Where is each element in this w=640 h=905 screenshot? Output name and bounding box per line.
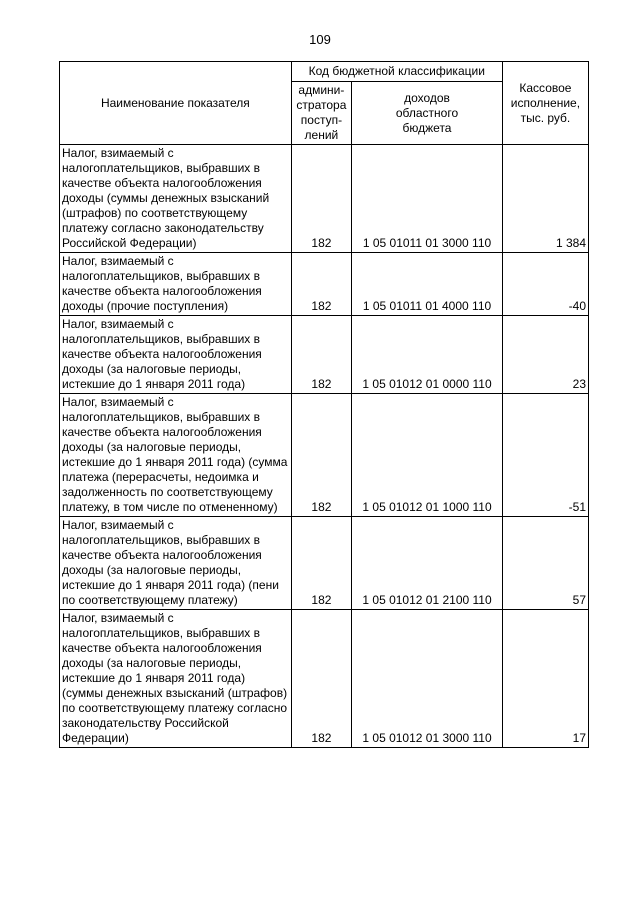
table-row <box>60 517 589 610</box>
row-name-cell: Налог, взимаемый с налогоплательщиков, выбравших в качестве объекта налогообложения доходы (за налоговые периоды, истекшие до 1 января 2011 года) <box>60 316 292 394</box>
header-admin: админи- стратора поступ- лений <box>291 82 351 145</box>
table-body <box>60 145 589 748</box>
row-income-code-cell: 1 05 01012 01 2100 110 <box>352 517 503 610</box>
page-number: 109 <box>309 32 331 47</box>
row-name-cell: Налог, взимаемый с налогоплательщиков, выбравших в качестве объекта налогообложения доходы (за налоговые периоды, истекшие до 1 января 2011 года) (суммы денежных взысканий (штрафов) по соответствующему платежу согласно законодательству Российской Федерации) <box>60 610 292 748</box>
row-admin-code-cell: 182 <box>291 394 351 517</box>
header-execution: Кассовое исполнение, тыс. руб. <box>502 62 588 145</box>
header-name: Наименование показателя <box>60 62 292 145</box>
row-admin-code-cell: 182 <box>291 253 351 316</box>
row-income-code-cell: 1 05 01011 01 4000 110 <box>352 253 503 316</box>
row-name-cell: Налог, взимаемый с налогоплательщиков, выбравших в качестве объекта налогообложения доходы (за налоговые периоды, истекшие до 1 января 2011 года) (сумма платежа (перерасчеты, недоимка и задолженность по соответствующему платежу, в том числе по отмененному) <box>60 394 292 517</box>
row-income-code-cell: 1 05 01012 01 0000 110 <box>352 316 503 394</box>
row-amount-cell: 1 384 <box>502 145 588 253</box>
row-admin-code-cell: 182 <box>291 145 351 253</box>
row-amount-cell: 23 <box>502 316 588 394</box>
row-admin-code-cell: 182 <box>291 316 351 394</box>
row-name-cell: Налог, взимаемый с налогоплательщиков, выбравших в качестве объекта налогообложения доходы (суммы денежных взысканий (штрафов) по соответствующему платежу согласно законодательству Российской Федерации) <box>60 145 292 253</box>
table-row <box>60 394 589 517</box>
header-income: доходов областного бюджета <box>352 82 503 145</box>
row-amount-cell: -51 <box>502 394 588 517</box>
row-amount-cell: 57 <box>502 517 588 610</box>
row-admin-code-cell: 182 <box>291 517 351 610</box>
row-income-code-cell: 1 05 01012 01 1000 110 <box>352 394 503 517</box>
row-name-cell: Налог, взимаемый с налогоплательщиков, выбравших в качестве объекта налогообложения доходы (прочие поступления) <box>60 253 292 316</box>
table-header <box>60 62 589 145</box>
budget-table <box>59 61 589 748</box>
row-admin-code-cell: 182 <box>291 610 351 748</box>
row-name-cell: Налог, взимаемый с налогоплательщиков, выбравших в качестве объекта налогообложения доходы (за налоговые периоды, истекшие до 1 января 2011 года) (пени по соответствующему платежу) <box>60 517 292 610</box>
table-row <box>60 145 589 253</box>
row-income-code-cell: 1 05 01011 01 3000 110 <box>352 145 503 253</box>
table-row <box>60 253 589 316</box>
table-row <box>60 316 589 394</box>
row-amount-cell: 17 <box>502 610 588 748</box>
table-row <box>60 610 589 748</box>
row-amount-cell: -40 <box>502 253 588 316</box>
header-budget-classification: Код бюджетной классификации <box>291 62 502 82</box>
row-income-code-cell: 1 05 01012 01 3000 110 <box>352 610 503 748</box>
